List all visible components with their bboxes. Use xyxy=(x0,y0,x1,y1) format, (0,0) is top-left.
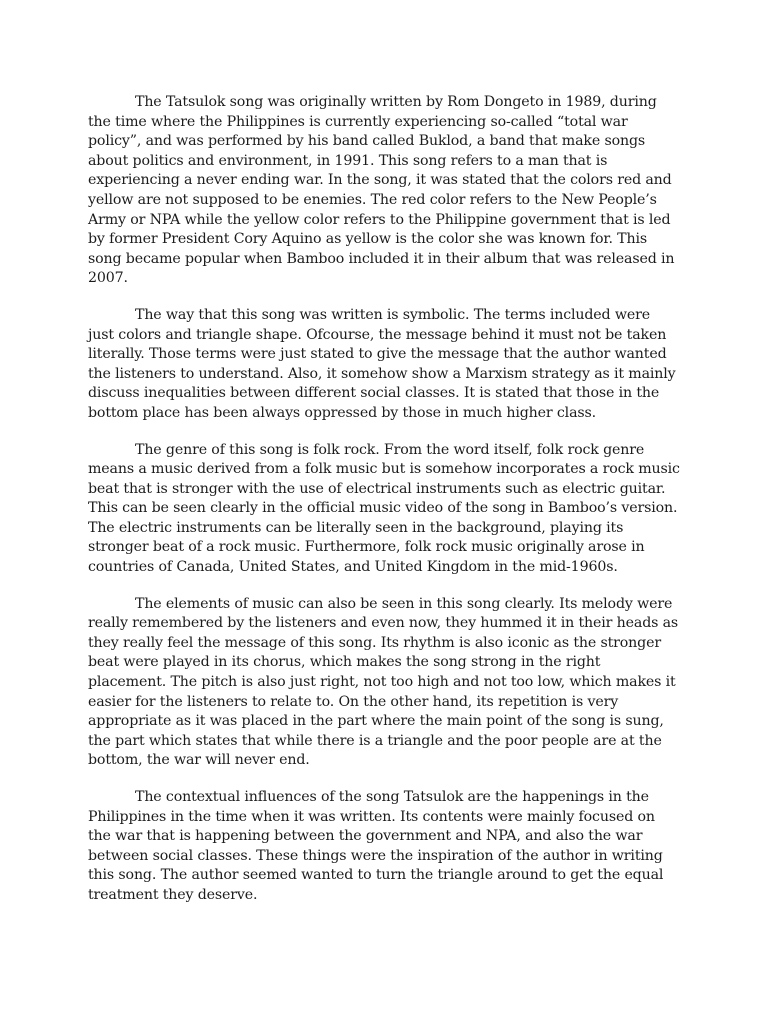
paragraph-genre: The genre of this song is folk rock. From the word itself, folk rock genre means a music derived from a folk music but is somehow incorporates a rock music beat that is stronger with the use of electrical instruments such as electric guitar. This can be seen clearly in the official music video of the song in Bamboo’s version. The electric instruments can be literally seen in the background, playing its stronger beat of a rock music. Furthermore, folk rock music originally arose in countries of Canada, United States, and United Kingdom in the mid-1960s. xyxy=(88,441,680,576)
paragraph-music-elements: The elements of music can also be seen in this song clearly. Its melody were really remembered by the listeners and even now, they hummed it in their heads as they really feel the message of this song. Its rhythm is also iconic as the stronger beat were played in its chorus, which makes the song strong in the right placement. The pitch is also just right, not too high and not too low, which makes it easier for the listeners to relate to. On the other hand, its repetition is very appropriate as it was placed in the part where the main point of the song is sung, the part which states that while there is a triangle and the poor people are at the bottom, the war will never end. xyxy=(88,595,679,769)
paragraph-contextual-influences: The contextual influences of the song Tatsulok are the happenings in the Philippines in the time when it was written. Its contents were mainly focused on the war that is happening between the government and NPA, and also the war between social classes. These things were the inspiration of the author in writing this song. The author seemed wanted to turn the triangle around to get the equal treatment they deserve. xyxy=(88,789,664,903)
paragraph-symbolism: The way that this song was written is symbolic. The terms included were just colors and triangle shape. Ofcourse, the message behind it must not be taken literally. Those terms were just stated to give the message that the author wanted the listeners to understand. Also, it somehow show a Marxism strategy as it mainly discuss inequalities between different social classes. It is stated that those in the bottom place has been always oppressed by those in much higher class. xyxy=(88,306,676,421)
paragraph-song-origin: The Tatsulok song was originally written by Rom Dongeto in 1989, during the time where the Philippines is currently experiencing so-called “total war policy”, and was performed by his band called Buklod, a band that make songs about politics and environment, in 1991. This song refers to a man that is experiencing a never ending war. In the song, it was stated that the colors red and yellow are not supposed to be enemies. The red color refers to the New People’s Army or NPA while the yellow color refers to the Philippine government that is led by former President Cory Aquino as yellow is the color she was known for. This song became popular when Bamboo included it in their album that was released in 2007. xyxy=(88,94,675,287)
document-page xyxy=(88,93,680,923)
